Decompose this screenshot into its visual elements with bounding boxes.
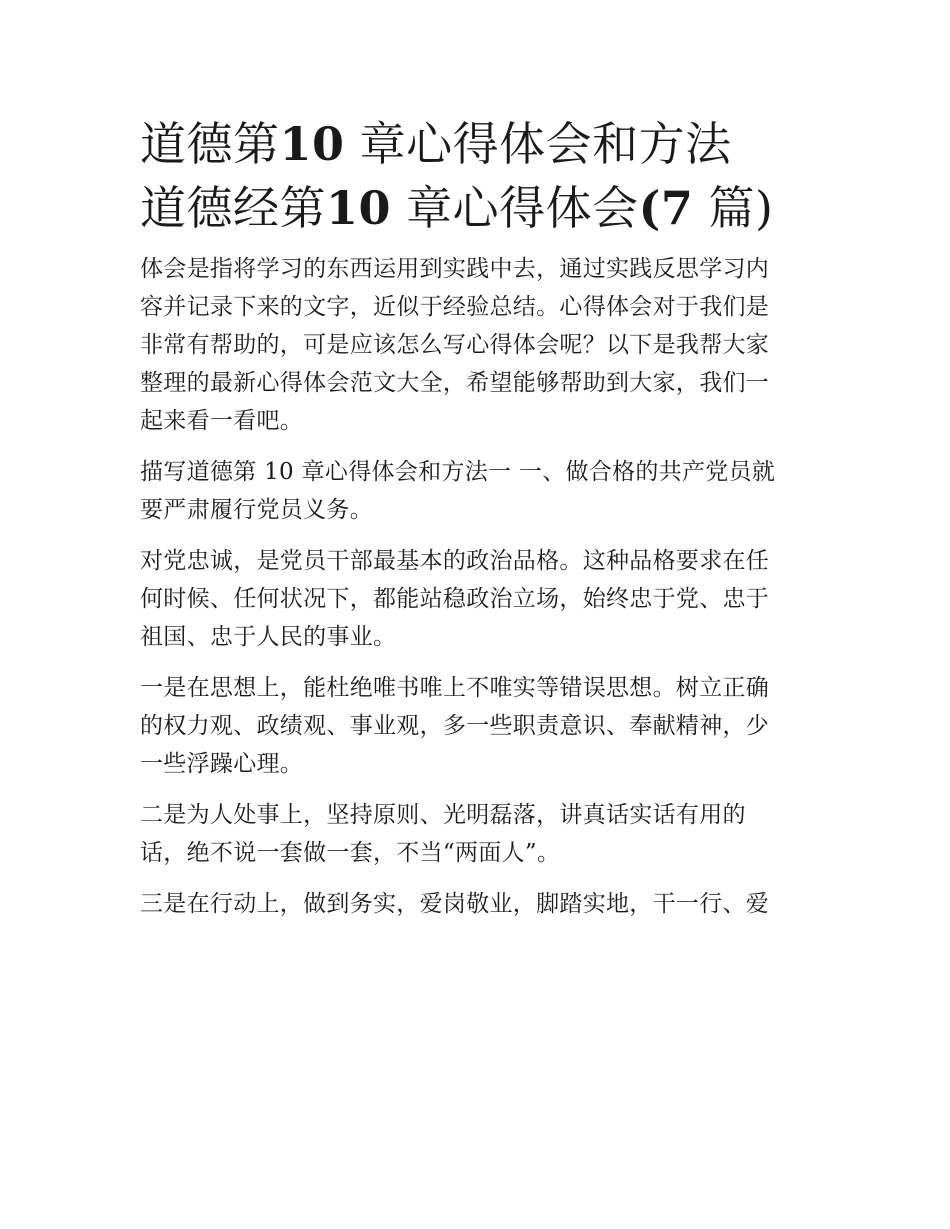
text-line: 对党忠诚，是党员干部最基本的政治品格。这种品格要求在任	[140, 548, 770, 574]
title-line-2: 道德经第10 章心得体会(7 篇)	[140, 181, 774, 235]
document-body	[140, 250, 815, 923]
paragraph-point-three	[140, 885, 815, 923]
text-line: 非常有帮助的，可是应该怎么写心得体会呢？以下是我帮大家	[140, 332, 770, 358]
text-line: 起来看一看吧。	[140, 408, 304, 434]
text-line: 三是在行动上，做到务实，爱岗敬业，脚踏实地，干一行、爱	[140, 891, 770, 917]
text-line: 一些浮躁心理。	[140, 751, 304, 777]
paragraph-intro	[140, 250, 815, 440]
text-line: 二是为人处事上，坚持原则、光明磊落，讲真话实话有用的	[140, 802, 746, 828]
paragraph-section-heading	[140, 453, 815, 529]
text-line: 祖国、忠于人民的事业。	[140, 624, 397, 650]
document-title	[140, 112, 815, 240]
paragraph-loyalty	[140, 542, 815, 656]
text-line: 要严肃履行党员义务。	[140, 497, 373, 523]
text-line: 的权力观、政绩观、事业观，多一些职责意识、奉献精神，少	[140, 713, 770, 739]
text-line: 何时候、任何状况下，都能站稳政治立场，始终忠于党、忠于	[140, 586, 770, 612]
text-line: 体会是指将学习的东西运用到实践中去，通过实践反思学习内	[140, 256, 770, 282]
text-line: 容并记录下来的文字，近似于经验总结。心得体会对于我们是	[140, 294, 770, 320]
text-line: 整理的最新心得体会范文大全，希望能够帮助到大家，我们一	[140, 370, 770, 396]
paragraph-point-two	[140, 796, 815, 872]
document-page	[140, 112, 815, 936]
text-line: 话，绝不说一套做一套，不当“两面人”。	[140, 840, 561, 866]
title-line-1: 道德第10 章心得体会和方法	[140, 117, 732, 171]
text-line: 描写道德第 10 章心得体会和方法一 一、做合格的共产党员就	[140, 459, 776, 485]
text-line: 一是在思想上，能杜绝唯书唯上不唯实等错误思想。树立正确	[140, 675, 770, 701]
paragraph-point-one	[140, 669, 815, 783]
